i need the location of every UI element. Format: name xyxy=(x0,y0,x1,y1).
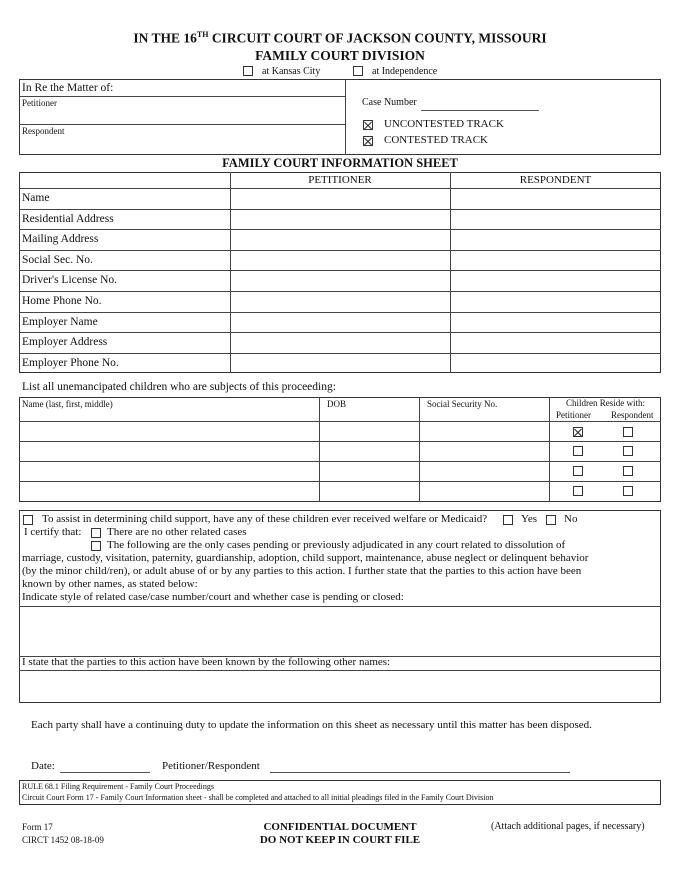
rule-text: RULE 68.1 Filing Requirement - Family Court Proceedings xyxy=(22,782,214,791)
caption-box xyxy=(19,79,661,155)
petitioner-field[interactable] xyxy=(231,230,449,248)
child-reside-respondent-checkbox[interactable] xyxy=(623,446,633,456)
child-reside-petitioner-checkbox[interactable] xyxy=(573,446,583,456)
circt-number: CIRCT 1452 08-18-09 xyxy=(22,835,104,845)
petitioner-field[interactable] xyxy=(231,271,449,289)
child-reside-petitioner-checkbox[interactable] xyxy=(573,486,583,496)
related-cases-field[interactable] xyxy=(20,607,660,655)
following-line-3: (by the minor child/ren), or adult abuse of or by any parties to this action. I further state that the parties to this action have been xyxy=(22,565,582,577)
child-reside-respondent-checkbox[interactable] xyxy=(623,466,633,476)
respondent-field[interactable] xyxy=(451,210,660,228)
contested-checkbox[interactable] xyxy=(363,136,373,146)
info-row-label: Driver's License No. xyxy=(22,274,117,286)
petitioner-respondent-label: Petitioner/Respondent xyxy=(162,760,260,772)
do-not-keep-label: DO NOT KEEP IN COURT FILE xyxy=(259,834,421,846)
date-field[interactable] xyxy=(60,772,150,773)
uncontested-label: UNCONTESTED TRACK xyxy=(384,118,504,130)
child-name-header: Name (last, first, middle) xyxy=(22,399,113,409)
info-row-label: Employer Address xyxy=(22,336,108,348)
court-title-pre: IN THE 16 xyxy=(133,30,197,46)
welfare-yes-checkbox[interactable] xyxy=(503,515,513,525)
petitioner-field[interactable] xyxy=(231,354,449,372)
petitioner-field[interactable] xyxy=(231,313,449,331)
welfare-no-label: No xyxy=(564,513,578,525)
info-row-label: Home Phone No. xyxy=(22,295,102,307)
info-row-label: Residential Address xyxy=(22,213,114,225)
respondent-caption-label: Respondent xyxy=(22,126,65,136)
info-sheet-title: FAMILY COURT INFORMATION SHEET xyxy=(222,156,458,170)
child-reside-respondent-checkbox[interactable] xyxy=(623,427,633,437)
child-reside-petitioner-checkbox[interactable] xyxy=(573,427,583,437)
respondent-field[interactable] xyxy=(451,354,660,372)
welfare-checkbox[interactable] xyxy=(23,515,33,525)
petitioner-caption-label: Petitioner xyxy=(22,98,57,108)
petitioner-field[interactable] xyxy=(231,292,449,310)
child-respondent-header: Respondent xyxy=(611,410,654,420)
petitioner-field[interactable] xyxy=(231,251,449,269)
respondent-field[interactable] xyxy=(451,292,660,310)
respondent-field[interactable] xyxy=(451,251,660,269)
child-reside-respondent-checkbox[interactable] xyxy=(623,486,633,496)
col-respondent-header: RESPONDENT xyxy=(519,174,592,186)
petitioner-field[interactable] xyxy=(231,189,449,207)
certify-that-label: I certify that: xyxy=(24,526,82,538)
date-label: Date: xyxy=(31,760,55,772)
kansas-city-checkbox[interactable] xyxy=(243,66,253,76)
following-line-4: known by other names, as stated below: xyxy=(22,578,198,590)
contested-label: CONTESTED TRACK xyxy=(384,134,488,146)
court-title xyxy=(0,30,680,47)
no-other-cases-label: There are no other related cases xyxy=(107,526,247,538)
respondent-field[interactable] xyxy=(451,333,660,351)
in-re-label: In Re the Matter of: xyxy=(22,82,114,94)
court-title-post: CIRCUIT COURT OF JACKSON COUNTY, MISSOURI xyxy=(208,30,547,46)
child-dob-header: DOB xyxy=(327,399,347,409)
kansas-city-label: at Kansas City xyxy=(262,66,321,77)
col-petitioner-header: PETITIONER xyxy=(308,174,372,186)
petitioner-field[interactable] xyxy=(231,210,449,228)
children-intro: List all unemancipated children who are subjects of this proceeding: xyxy=(22,381,336,393)
attach-note: (Attach additional pages, if necessary) xyxy=(491,821,645,832)
child-reside-header: Children Reside with: xyxy=(566,398,645,408)
form-note-text: Circuit Court Form 17 - Family Court Information sheet - shall be completed and attached to all initial pleadings filed in the Family Court Division xyxy=(22,793,494,802)
respondent-field[interactable] xyxy=(451,189,660,207)
other-names-label: I state that the parties to this action have been known by the following other names: xyxy=(22,656,391,668)
duty-statement: Each party shall have a continuing duty to update the information on this sheet as necessary until this matter has been disposed. xyxy=(31,719,592,731)
case-number-field[interactable] xyxy=(421,110,539,111)
petitioner-field[interactable] xyxy=(231,333,449,351)
independence-label: at Independence xyxy=(372,66,438,77)
child-petitioner-header: Petitioner xyxy=(556,410,591,420)
info-row-label: Name xyxy=(22,192,50,204)
independence-checkbox[interactable] xyxy=(353,66,363,76)
signature-field[interactable] xyxy=(270,772,570,773)
court-title-sup: TH xyxy=(196,30,209,39)
form-number: Form 17 xyxy=(22,822,53,832)
respondent-field[interactable] xyxy=(451,313,660,331)
indicate-label: Indicate style of related case/case number/court and whether case is pending or closed: xyxy=(22,591,404,603)
uncontested-checkbox[interactable] xyxy=(363,120,373,130)
welfare-yes-label: Yes xyxy=(521,513,538,525)
respondent-field[interactable] xyxy=(451,271,660,289)
info-row-label: Employer Name xyxy=(22,316,98,328)
info-row-label: Mailing Address xyxy=(22,233,99,245)
following-line-2: marriage, custody, visitation, paternity, guardianship, adoption, child support, maintenance, abuse neglect or delinquent behavior xyxy=(22,552,589,564)
following-cases-checkbox[interactable] xyxy=(91,541,101,551)
info-row-label: Social Sec. No. xyxy=(22,254,93,266)
division-title: FAMILY COURT DIVISION xyxy=(255,48,425,63)
no-other-cases-checkbox[interactable] xyxy=(91,528,101,538)
child-ssn-header: Social Security No. xyxy=(427,399,498,409)
following-line-1: The following are the only cases pending or previously adjudicated in any court related to dissolution of xyxy=(107,539,566,551)
respondent-field[interactable] xyxy=(451,230,660,248)
case-number-label: Case Number xyxy=(362,97,417,108)
welfare-no-checkbox[interactable] xyxy=(546,515,556,525)
other-names-field[interactable] xyxy=(20,671,660,702)
child-reside-petitioner-checkbox[interactable] xyxy=(573,466,583,476)
confidential-label: CONFIDENTIAL DOCUMENT xyxy=(263,821,417,833)
welfare-question: To assist in determining child support, have any of these children ever received welfare or Medicaid? xyxy=(42,513,488,525)
info-row-label: Employer Phone No. xyxy=(22,357,119,369)
